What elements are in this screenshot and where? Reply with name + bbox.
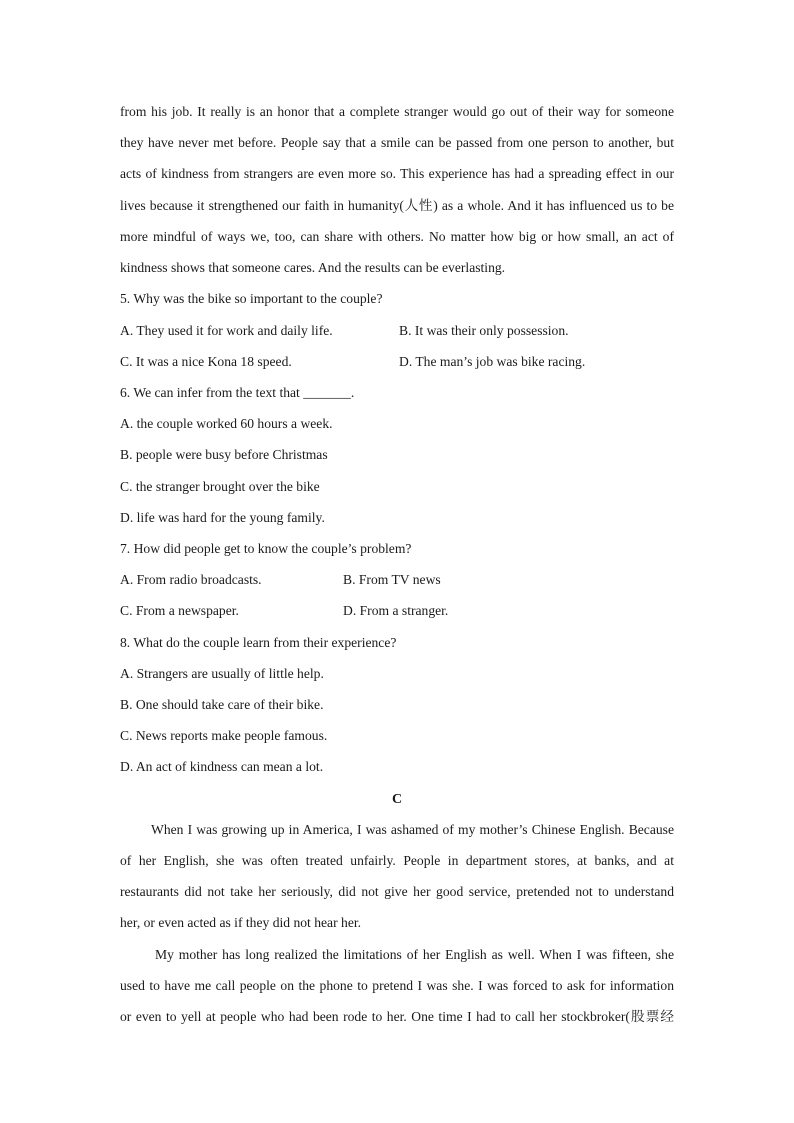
question-6-option-b: B. people were busy before Christmas xyxy=(120,447,328,462)
question-7-option-d: D. From a stranger. xyxy=(343,603,449,618)
question-8-stem: 8. What do the couple learn from their experience? xyxy=(120,635,397,650)
section-c-line: her, or even acted as if they did not hear her. xyxy=(120,915,362,930)
question-7-option-a: A. From radio broadcasts. xyxy=(120,572,262,587)
question-7-option-b: B. From TV news xyxy=(343,572,441,587)
section-c-line: restaurants did not take her seriously, did not give her good service, pretended not to understand xyxy=(120,884,674,899)
question-5-option-c: C. It was a nice Kona 18 speed. xyxy=(120,354,292,369)
question-5-option-a: A. They used it for work and daily life. xyxy=(120,323,333,338)
question-6-option-c: C. the stranger brought over the bike xyxy=(120,479,320,494)
question-8-option-d: D. An act of kindness can mean a lot. xyxy=(120,759,324,774)
question-5-option-d: D. The man’s job was bike racing. xyxy=(399,354,586,369)
section-c-line: My mother has long realized the limitations of her English as well. When I was fifteen, she xyxy=(155,947,674,962)
question-5-option-b: B. It was their only possession. xyxy=(399,323,569,338)
question-6-option-d: D. life was hard for the young family. xyxy=(120,510,325,525)
passage-line: they have never met before. People say that a smile can be passed from one person to another, but xyxy=(120,135,674,150)
passage-line: from his job. It really is an honor that a complete stranger would go out of their way for someone xyxy=(120,104,674,119)
section-c-line: used to have me call people on the phone to pretend I was she. I was forced to ask for information xyxy=(120,978,674,993)
question-8-option-b: B. One should take care of their bike. xyxy=(120,697,324,712)
passage-line: more mindful of ways we, too, can share with others. No matter how big or how small, an act of xyxy=(120,229,674,244)
question-5-stem: 5. Why was the bike so important to the couple? xyxy=(120,291,383,306)
section-c-line: of her English, she was often treated unfairly. People in department stores, at banks, and at xyxy=(120,853,674,868)
section-c-line: or even to yell at people who had been rode to her. One time I had to call her stockbroker(股票经 xyxy=(120,1009,674,1024)
section-heading: C xyxy=(391,792,403,807)
section-c-line: When I was growing up in America, I was ashamed of my mother’s Chinese English. Because xyxy=(151,822,674,837)
passage-line: lives because it strengthened our faith in humanity(人性) as a whole. And it has influenced us to be xyxy=(120,198,674,213)
question-7-option-c: C. From a newspaper. xyxy=(120,603,239,618)
question-8-option-a: A. Strangers are usually of little help. xyxy=(120,666,324,681)
question-7-stem: 7. How did people get to know the couple’s problem? xyxy=(120,541,412,556)
question-8-option-c: C. News reports make people famous. xyxy=(120,728,328,743)
question-6-stem: 6. We can infer from the text that _______. xyxy=(120,385,355,400)
passage-line: acts of kindness from strangers are even more so. This experience has had a spreading effect in our xyxy=(120,166,674,181)
passage-line: kindness shows that someone cares. And the results can be everlasting. xyxy=(120,260,506,275)
question-6-option-a: A. the couple worked 60 hours a week. xyxy=(120,416,333,431)
